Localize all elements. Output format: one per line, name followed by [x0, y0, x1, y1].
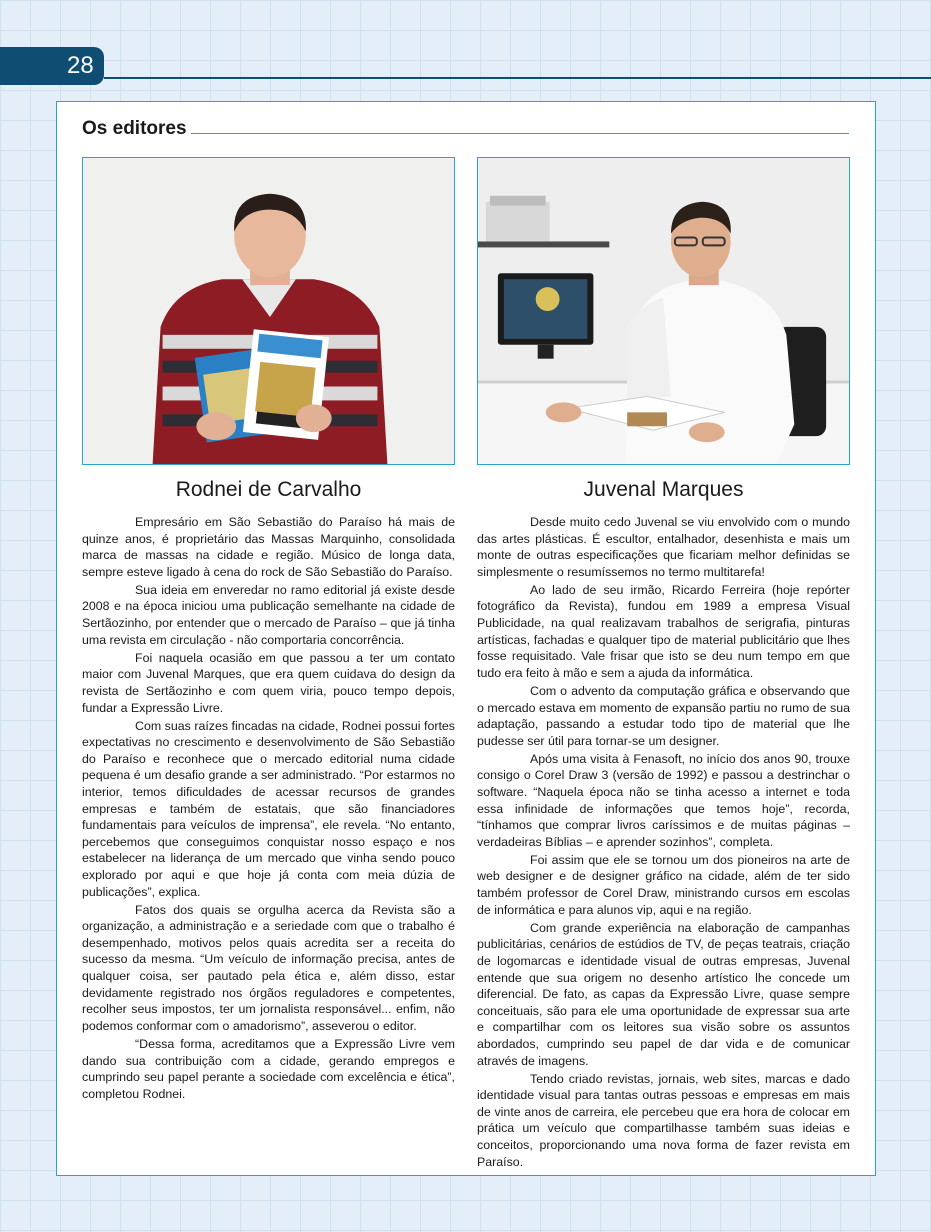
paragraph: Tendo criado revistas, jornais, web sites, marcas e dado identidade visual para tantas outras pessoas e empresas em mais de vinte anos de carreira, ele percebeu que era hora de colocar em prática um veículo que compartilhasse também suas ideias e conceitos, proporcionando uma nova forma de fazer revista em Paraíso.: [477, 1071, 850, 1169]
paragraph: Empresário em São Sebastião do Paraíso há mais de quinze anos, é proprietário das Massas Marquinho, consolidada marca de massas na cidade e região. Músico de longa data, sempre esteve ligado à cena do rock de São Sebastião do Paraíso.: [82, 515, 455, 579]
paragraph: Ao lado de seu irmão, Ricardo Ferreira (hoje repórter fotográfico da Revista), fundou em 1989 a empresa Visual Publicidade, na qual realizavam trabalhos de serigrafia, pinturas artísticas, fachadas e qualquer tipo de material publicitário que lhes fosse requisitado. Vale frisar que isto se deu num tempo em que tudo era feito à mão e sem a ajuda da informática.: [477, 582, 850, 680]
bio-juvenal: [477, 514, 850, 1172]
photo-juvenal-image: [478, 158, 849, 464]
article-card: [56, 101, 876, 1176]
editor-name-juvenal: Juvenal Marques: [583, 478, 744, 501]
photo-rodnei-image: [83, 158, 454, 464]
paragraph: Com suas raízes fincadas na cidade, Rodnei possui fortes expectativas no crescimento e desenvolvimento de São Sebastião do Paraíso e reconhece que o mercado editorial numa cidade pequena é um desafio grande a ser administrado. “Por estarmos no interior, temos dificuldades de acessar recursos de grandes empresas e também de estatais, que são financiadores fundamentais para veículos de imprensa”, ele revela. “No entanto, percebemos que conseguimos conquistar nosso espaço e nos estabelecer na liderança de um mercado que vinha sendo pouco explorado por aqui e que hoje já conta com meia dúzia de publicações”, explica.: [82, 718, 455, 899]
paragraph: Desde muito cedo Juvenal se viu envolvido com o mundo das artes plásticas. É escultor, entalhador, desenhista e mais um monte de outras especificações que ficariam melhor definidas se simplesmente o resumíssemos no termo multitarefa!: [477, 515, 850, 579]
paragraph: Foi naquela ocasião em que passou a ter um contato maior com Juvenal Marques, que era quem cuidava do design da revista de Sertãozinho e com quem viria, pouco tempo depois, fundar a Expressão Livre.: [82, 650, 455, 715]
paragraph: Foi assim que ele se tornou um dos pioneiros na arte de web designer e de designer gráfico na cidade, além de ter sido também professor de Corel Draw, ministrando cursos em escolas de informática e para alunos vip, aqui e na região.: [477, 852, 850, 917]
photo-rodnei: [82, 157, 455, 465]
page-number: 28: [67, 52, 94, 79]
paragraph: Após uma visita à Fenasoft, no início dos anos 90, trouxe consigo o Corel Draw 3 (versão de 1992) e passou a destrinchar o software. “Naquela época não se tinha acesso a internet e toda essa infinidade de informações que temos hoje”, recorda, “tínhamos que comprar livros caríssimos e de muitas páginas – verdadeiras Bíblias – e aprender sozinhos”, completa.: [477, 751, 850, 849]
paragraph: Sua ideia em enveredar no ramo editorial já existe desde 2008 e na época iniciou uma publicação semelhante na cidade de Sertãozinho, por entender que o mercado de Paraíso – que já tinha uma revista em circulação - não comportaria concorrência.: [82, 582, 455, 647]
header-rule: [104, 77, 931, 79]
photo-juvenal: [477, 157, 850, 465]
paragraph: Com grande experiência na elaboração de campanhas publicitárias, cenários de estúdios de TV, de peças teatrais, criação de logomarcas e identidade visual de outras empresas, Juvenal entende que sua origem no desenho artístico lhe concede um diferencial. De fato, as capas da Expressão Livre, quase sempre conceituais, são para ele uma oportunidade de expressar sua arte e compartilhar com os leitores sua visão sobre os assuntos abordados, cumprindo seu papel de dar vida e de comunicar através de imagens.: [477, 920, 850, 1068]
paragraph: Fatos dos quais se orgulha acerca da Revista são a organização, a administração e a seriedade com que o trabalho é desempenhado, motivos pelos quais acredita ser a receita do sucesso da mesma. “Um veículo de informação precisa, antes de qualquer coisa, ser pautado pela ética e, além disso, estar devidamente registrado nos órgãos reguladores e competentes, recolher seus impostos, ter um jornalista responsável... enfim, não podemos conformar com o amadorismo”, asseverou o editor.: [82, 902, 455, 1033]
paragraph: “Dessa forma, acreditamos que a Expressão Livre vem dando sua contribuição com a cidade, gerando empregos e cumprindo seu papel perante a sociedade com excelência e ética”, completou Rodnei.: [82, 1036, 455, 1101]
paragraph: Com o advento da computação gráfica e observando que o mercado estava em momento de expansão partiu no rumo de sua adaptação, passando a estudar todo tipo de material que lhe pudesse ser útil para tornar-se um designer.: [477, 683, 850, 748]
section-title: Os editores: [82, 118, 187, 139]
title-rule: [191, 133, 849, 134]
editor-name-rodnei: Rodnei de Carvalho: [175, 478, 362, 501]
bio-rodnei: [82, 514, 455, 1104]
page-number-tab: [0, 47, 104, 85]
